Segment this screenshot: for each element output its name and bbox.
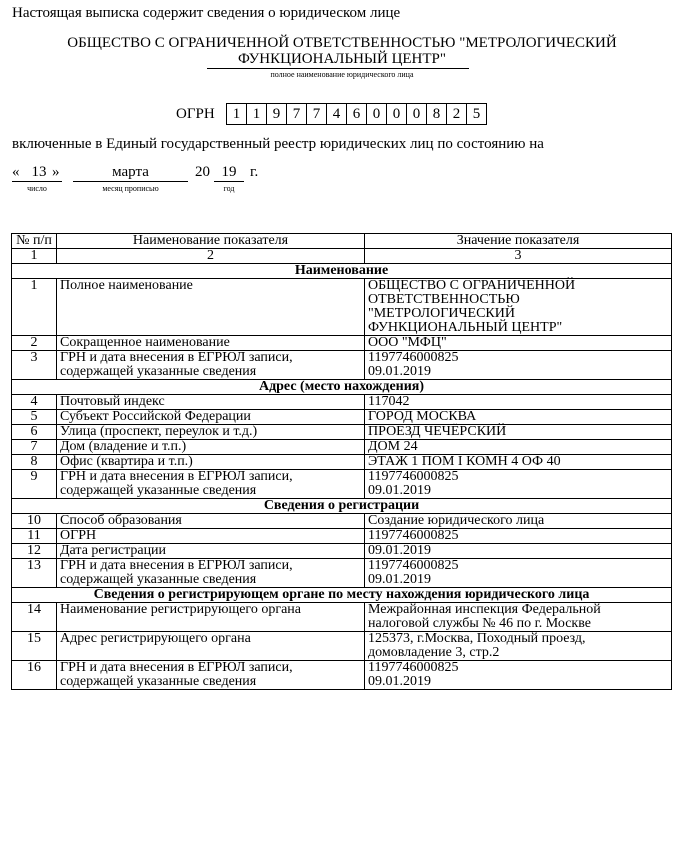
column-header: Наименование показателя [57,234,365,249]
section-header-row [12,264,672,279]
org-full-name [0,35,684,67]
date-close-quote: » [52,164,60,180]
date-day-caption: число [27,184,47,193]
indicator-value [365,336,672,351]
table-row [12,425,672,440]
indicator-value-line: Межрайонная инспекция Федеральной [368,602,601,617]
ogrn-digit-box: 1 [226,103,247,125]
section-header-row [12,380,672,395]
indicator-value [365,632,672,661]
indicator-value [365,279,672,336]
indicator-name-line: ГРН и дата внесения в ЕГРЮЛ записи, [60,660,293,675]
row-number: 11 [12,529,57,544]
indicator-name-line: Наименование регистрирующего органа [60,602,301,617]
indicator-name [57,395,365,410]
indicator-value-line: ГОРОД МОСКВА [368,409,477,424]
indicator-value [365,514,672,529]
indicator-name-line: Улица (проспект, переулок и т.д.) [60,424,258,439]
column-number: 3 [365,249,672,264]
indicator-value [365,351,672,380]
indicator-value-line: 09.01.2019 [368,674,431,689]
indicator-name [57,603,365,632]
ogrn-digit-box: 2 [446,103,467,125]
section-title: Адрес (место нахождения) [12,380,672,395]
indicator-value-line: 09.01.2019 [368,364,431,379]
ogrn-label: ОГРН [176,106,215,122]
section-title: Сведения о регистрирующем органе по месту нахождения юридического лица [12,588,672,603]
indicator-name [57,440,365,455]
row-number: 10 [12,514,57,529]
ogrn-digit-box: 0 [386,103,407,125]
table-row [12,544,672,559]
org-name-underline [207,68,469,69]
indicator-value-line: 1197746000825 [368,660,459,675]
indicator-value-line: 09.01.2019 [368,572,431,587]
column-number-row [12,249,672,264]
date-year-suffix: г. [250,164,259,180]
date-year-underline [214,181,244,182]
ogrn-digit-box: 7 [306,103,327,125]
row-number: 6 [12,425,57,440]
indicator-name [57,351,365,380]
org-name-line-2: ФУНКЦИОНАЛЬНЫЙ ЦЕНТР" [237,51,447,67]
indicator-value-line: 1197746000825 [368,558,459,573]
intro-text: Настоящая выписка содержит сведения о юридическом лице [12,5,401,21]
indicator-value-line: ДОМ 24 [368,439,418,454]
indicator-value-line: 1197746000825 [368,528,459,543]
date-open-quote: « [12,164,20,180]
indicator-value [365,440,672,455]
section-header-row [12,588,672,603]
date-year: 19 [221,164,237,180]
ogrn-digit-box: 5 [466,103,487,125]
table-row [12,351,672,380]
indicator-value-line: налоговой службы № 46 по г. Москве [368,616,591,631]
row-number: 14 [12,603,57,632]
ogrn-digit-box: 0 [406,103,427,125]
indicator-name-line: содержащей указанные сведения [60,674,257,689]
section-header-row [12,499,672,514]
section-title: Сведения о регистрации [12,499,672,514]
indicator-value-line: 125373, г.Москва, Походный проезд, [368,631,586,646]
indicator-value [365,661,672,690]
indicator-name [57,336,365,351]
indicator-value-line: ОТВЕТСТВЕННОСТЬЮ [368,292,520,307]
indicator-value [365,559,672,588]
table-row [12,514,672,529]
date-century: 20 [195,164,210,180]
section-title: Наименование [12,264,672,279]
indicator-value [365,470,672,499]
indicator-value [365,529,672,544]
date-day-underline [12,181,62,182]
indicator-name-line: Способ образования [60,513,182,528]
ogrn-digit-box: 4 [326,103,347,125]
indicator-value [365,603,672,632]
column-header: Значение показателя [365,234,672,249]
org-name-caption: полное наименование юридического лица [270,70,414,79]
ogrn-digit-box: 0 [366,103,387,125]
indicator-value-line: ФУНКЦИОНАЛЬНЫЙ ЦЕНТР" [368,320,563,335]
indicator-name-line: Дом (владение и т.п.) [60,439,187,454]
indicator-name-line: Адрес регистрирующего органа [60,631,251,646]
table-header-row [12,234,672,249]
date-month-underline [73,181,188,182]
row-number: 3 [12,351,57,380]
ogrn-digit-box: 6 [346,103,367,125]
row-number: 12 [12,544,57,559]
table-row [12,336,672,351]
ogrn-digit-box: 8 [426,103,447,125]
ogrn-digit-box: 1 [246,103,267,125]
indicator-name [57,661,365,690]
column-number: 2 [57,249,365,264]
indicator-value [365,410,672,425]
table-row [12,603,672,632]
extract-table [11,233,672,690]
indicator-value-line: 09.01.2019 [368,543,431,558]
row-number: 1 [12,279,57,336]
indicator-name [57,559,365,588]
indicator-name [57,455,365,470]
row-number: 8 [12,455,57,470]
row-number: 4 [12,395,57,410]
indicator-name-line: содержащей указанные сведения [60,483,257,498]
indicator-name [57,529,365,544]
org-name-line-1: ОБЩЕСТВО С ОГРАНИЧЕННОЙ ОТВЕТСТВЕННОСТЬЮ "МЕТРОЛОГИЧЕСКИЙ [67,35,617,51]
table-row [12,661,672,690]
row-number: 15 [12,632,57,661]
indicator-name-line: Субъект Российской Федерации [60,409,251,424]
indicator-name-line: Полное наименование [60,278,193,293]
table-row [12,455,672,470]
column-header: № п/п [12,234,57,249]
indicator-value-line: 117042 [368,394,410,409]
indicator-name-line: ГРН и дата внесения в ЕГРЮЛ записи, [60,558,293,573]
date-year-caption: год [223,184,235,193]
date-day: 13 [31,164,47,180]
indicator-name [57,279,365,336]
table-row [12,632,672,661]
indicator-name [57,544,365,559]
indicator-value-line: "МЕТРОЛОГИЧЕСКИЙ [368,306,515,321]
column-number: 1 [12,249,57,264]
indicator-value-line: 1197746000825 [368,469,459,484]
row-number: 16 [12,661,57,690]
indicator-value-line: ООО "МФЦ" [368,335,447,350]
table-row [12,410,672,425]
row-number: 2 [12,336,57,351]
indicator-name [57,425,365,440]
indicator-value-line: ОБЩЕСТВО С ОГРАНИЧЕННОЙ [368,278,576,293]
indicator-value-line: 09.01.2019 [368,483,431,498]
indicator-name [57,470,365,499]
table-row [12,395,672,410]
indicator-name-line: Дата регистрации [60,543,167,558]
table-row [12,559,672,588]
ogrn-digit-box: 9 [266,103,287,125]
indicator-value-line: Создание юридического лица [368,513,545,528]
row-number: 13 [12,559,57,588]
indicator-name-line: ОГРН [60,528,97,543]
indicator-value-line: ПРОЕЗД ЧЕЧЁРСКИЙ [368,424,507,439]
row-number: 9 [12,470,57,499]
indicator-name-line: Офис (квартира и т.п.) [60,454,193,469]
indicator-value [365,395,672,410]
indicator-value [365,425,672,440]
row-number: 7 [12,440,57,455]
indicator-value [365,455,672,470]
included-statement: включенные в Единый государственный реестр юридических лиц по состоянию на [12,136,544,152]
table-row [12,470,672,499]
indicator-name-line: содержащей указанные сведения [60,364,257,379]
row-number: 5 [12,410,57,425]
indicator-value-line: 1197746000825 [368,350,459,365]
indicator-name-line: Сокращенное наименование [60,335,230,350]
indicator-name-line: ГРН и дата внесения в ЕГРЮЛ записи, [60,350,293,365]
indicator-name-line: содержащей указанные сведения [60,572,257,587]
ogrn-digit-box: 7 [286,103,307,125]
table-row [12,279,672,336]
indicator-name [57,632,365,661]
table-row [12,529,672,544]
table-row [12,440,672,455]
indicator-value-line: домовладение 3, стр.2 [368,645,500,660]
indicator-value [365,544,672,559]
date-month: марта [112,164,149,180]
indicator-value-line: ЭТАЖ 1 ПОМ I КОМН 4 ОФ 40 [368,454,561,469]
indicator-name [57,410,365,425]
date-month-caption: месяц прописью [102,184,159,193]
indicator-name [57,514,365,529]
indicator-name-line: Почтовый индекс [60,394,165,409]
indicator-name-line: ГРН и дата внесения в ЕГРЮЛ записи, [60,469,293,484]
ogrn-digit-boxes [226,103,486,125]
